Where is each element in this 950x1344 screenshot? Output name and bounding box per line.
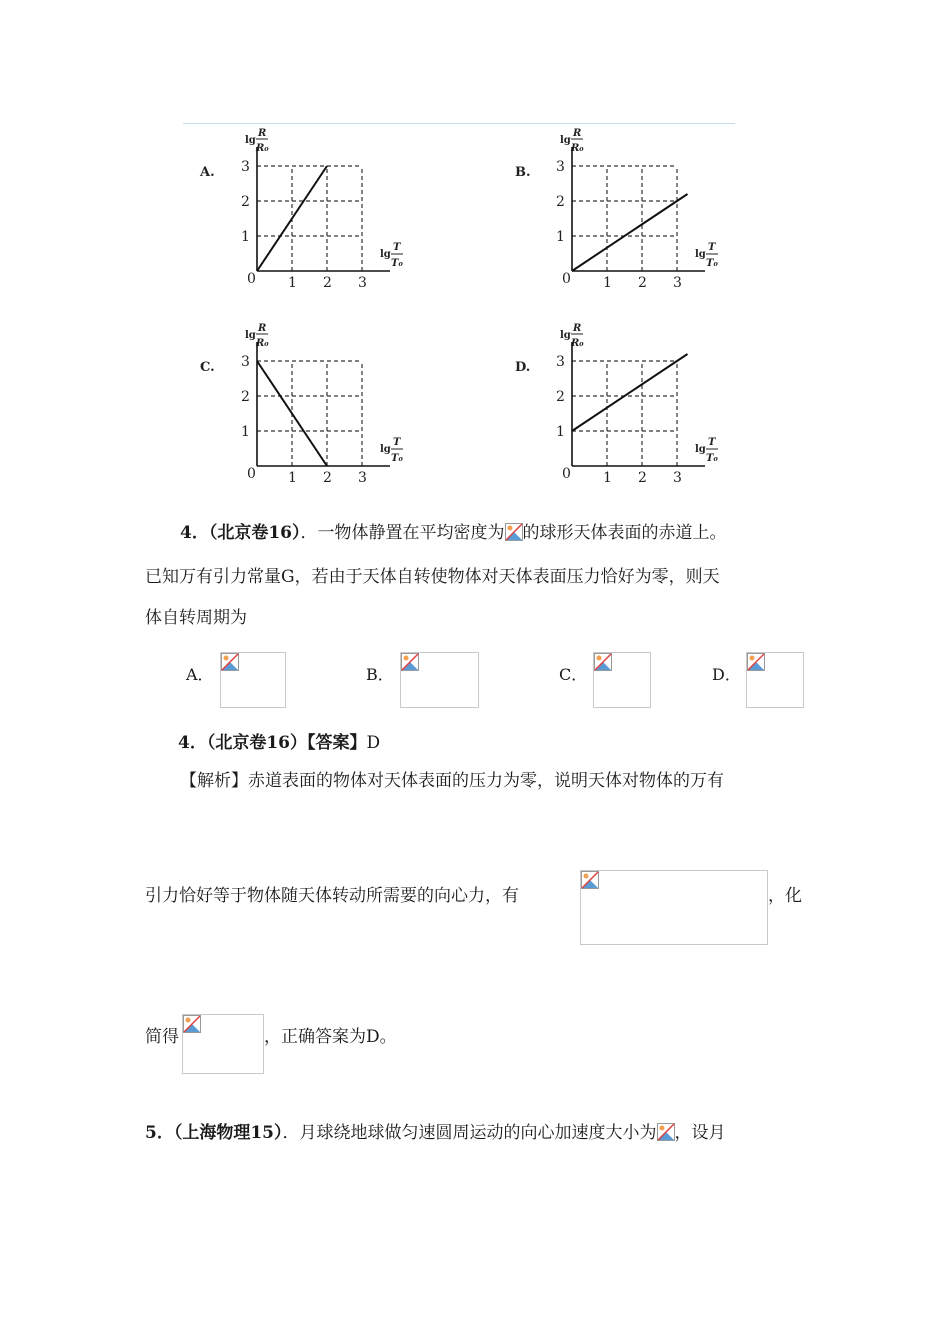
choice-b-image	[400, 652, 479, 708]
analysis-line-2b: ，化	[768, 886, 802, 906]
formula-image-1	[580, 870, 768, 945]
y-tick-label: 3	[556, 159, 565, 175]
analysis-tag: 【解析】	[180, 771, 248, 791]
q5-line-1	[145, 1122, 726, 1144]
y-axis-label-lg: lg	[560, 330, 571, 341]
x-tick-label: 3	[673, 275, 682, 291]
x-tick-label: 3	[358, 275, 367, 291]
y-tick-label: 2	[241, 389, 250, 405]
y-axis-label-num: R	[258, 323, 267, 334]
analysis-line-2	[145, 885, 519, 907]
y-axis-label-den: R₀	[256, 338, 269, 349]
broken-image-icon	[183, 1015, 201, 1033]
q5-text-a: ．月球绕地球做匀速圆周运动的向心加速度大小为	[282, 1123, 657, 1143]
broken-image-icon	[747, 653, 765, 671]
y-axis-label-lg: lg	[245, 330, 256, 341]
top-divider	[183, 123, 735, 124]
graph-panel-d	[505, 320, 740, 495]
graph-panel-c	[190, 320, 425, 495]
graph-svg	[190, 125, 425, 300]
y-tick-label: 3	[241, 159, 250, 175]
x-axis-label-lg: lg	[695, 249, 706, 260]
origin-label: 0	[562, 466, 571, 482]
y-axis-label-lg: lg	[245, 135, 256, 146]
answer-head: 4．（北京卷16）【答案】	[178, 733, 367, 753]
x-tick-label: 3	[673, 470, 682, 486]
x-axis-label-den: T₀	[391, 258, 403, 269]
y-axis-label-num: R	[573, 323, 582, 334]
analysis-line-3a: 简得	[145, 1027, 179, 1047]
option-letter: C.	[200, 360, 215, 375]
y-axis-label-lg: lg	[560, 135, 571, 146]
choice-c-image	[593, 652, 651, 708]
x-axis-label-den: T₀	[706, 453, 718, 464]
origin-label: 0	[247, 466, 256, 482]
x-axis-label-num: T	[393, 437, 401, 448]
x-axis-label-num: T	[393, 242, 401, 253]
choice-d-image	[746, 652, 804, 708]
option-letter: A.	[200, 165, 215, 180]
y-tick-label: 3	[556, 354, 565, 370]
origin-label: 0	[247, 271, 256, 287]
y-axis-label-den: R₀	[571, 143, 584, 154]
choice-a-label: A．	[186, 665, 214, 684]
q4-text-1a: ．一物体静置在平均密度为	[300, 523, 505, 543]
y-axis-label-num: R	[258, 128, 267, 139]
y-tick-label: 1	[556, 229, 565, 245]
q4-line-2: 已知万有引力常量G，若由于天体自转使物体对天体表面压力恰好为零，则天	[145, 567, 720, 587]
x-tick-label: 2	[638, 275, 647, 291]
y-tick-label: 1	[241, 424, 250, 440]
x-axis-label-lg: lg	[380, 444, 391, 455]
q4-source: （北京卷16）	[208, 523, 301, 543]
graph-svg	[190, 320, 425, 495]
y-tick-label: 2	[556, 194, 565, 210]
x-tick-label: 2	[638, 470, 647, 486]
graph-panel-a	[190, 125, 425, 300]
option-letter: B.	[515, 165, 531, 180]
broken-image-icon	[505, 523, 523, 541]
broken-image-icon	[581, 871, 599, 889]
choice-c-label: C．	[559, 665, 588, 684]
q5-text-b: ，设月	[674, 1123, 726, 1143]
y-axis-label-den: R₀	[571, 338, 584, 349]
y-axis-label-den: R₀	[256, 143, 269, 154]
analysis-line-3b: ，正确答案为D。	[264, 1027, 397, 1047]
data-line	[572, 354, 688, 431]
analysis-text-2a: 引力恰好等于物体随天体转动所需要的向心力，有	[145, 886, 519, 906]
q4-text-1b: 的球形天体表面的赤道上。	[522, 523, 727, 543]
x-axis-label-lg: lg	[380, 249, 391, 260]
broken-image-icon	[401, 653, 419, 671]
x-axis-label-den: T₀	[391, 453, 403, 464]
graph-panel-b	[505, 125, 740, 300]
x-tick-label: 2	[323, 275, 332, 291]
analysis-line-1	[180, 770, 724, 792]
q5-number: 5．	[145, 1123, 174, 1143]
y-tick-label: 3	[241, 354, 250, 370]
broken-image-icon	[594, 653, 612, 671]
broken-image-icon	[221, 653, 239, 671]
graph-svg	[505, 125, 740, 300]
broken-image-icon	[657, 1123, 675, 1141]
q5-source: （上海物理15）	[173, 1123, 283, 1143]
x-axis-label-num: T	[708, 437, 716, 448]
x-tick-label: 1	[603, 470, 612, 486]
x-tick-label: 2	[323, 470, 332, 486]
x-tick-label: 1	[603, 275, 612, 291]
x-axis-label-lg: lg	[695, 444, 706, 455]
y-tick-label: 1	[556, 424, 565, 440]
q4-line-3: 体自转周期为	[145, 608, 247, 628]
q4-number: 4．	[180, 523, 209, 543]
y-tick-label: 2	[556, 389, 565, 405]
x-tick-label: 1	[288, 275, 297, 291]
answer-line	[178, 732, 380, 754]
choice-a-image	[220, 652, 286, 708]
x-tick-label: 1	[288, 470, 297, 486]
answer-value: D	[366, 733, 381, 753]
option-letter: D.	[515, 360, 531, 375]
choice-d-label: D．	[712, 665, 741, 684]
analysis-text-1: 赤道表面的物体对天体表面的压力为零，说明天体对物体的万有	[248, 771, 724, 791]
x-axis-label-den: T₀	[706, 258, 718, 269]
origin-label: 0	[562, 271, 571, 287]
y-tick-label: 1	[241, 229, 250, 245]
y-tick-label: 2	[241, 194, 250, 210]
choice-b-label: B．	[366, 665, 394, 684]
q4-line-1	[180, 522, 727, 544]
x-axis-label-num: T	[708, 242, 716, 253]
formula-image-2	[182, 1014, 264, 1074]
x-tick-label: 3	[358, 470, 367, 486]
y-axis-label-num: R	[573, 128, 582, 139]
graph-svg	[505, 320, 740, 495]
data-line	[572, 194, 688, 271]
